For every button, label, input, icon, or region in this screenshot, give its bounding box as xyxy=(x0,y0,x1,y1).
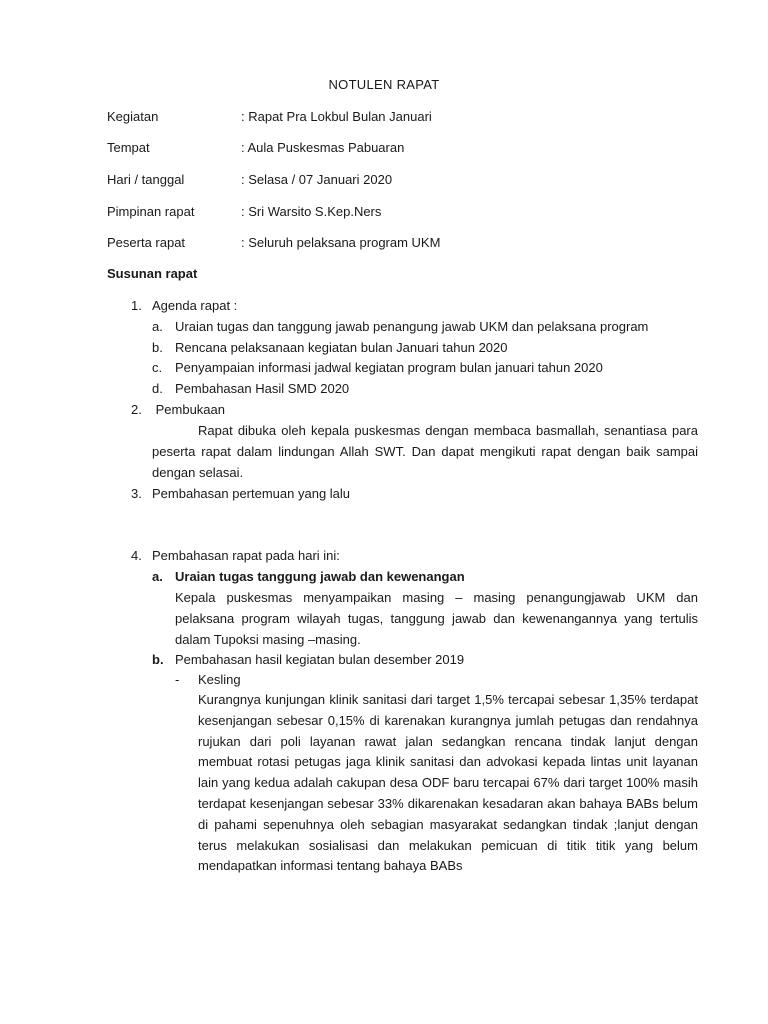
agenda-c-text: Penyampaian informasi jadwal kegiatan program bulan januari tahun 2020 xyxy=(175,360,603,375)
item-4-text: Pembahasan rapat pada hari ini: xyxy=(152,548,340,563)
document-title: NOTULEN RAPAT xyxy=(328,77,440,92)
kesling-label: Kesling xyxy=(198,672,241,687)
meta-label-hari-tanggal: Hari / tanggal xyxy=(107,172,185,187)
agenda-b-letter: b. xyxy=(152,340,163,355)
item-4a-heading: Uraian tugas tanggung jawab dan kewenangan xyxy=(175,569,465,584)
agenda-a-text: Uraian tugas dan tanggung jawab penangung jawab UKM dan pelaksana program xyxy=(175,319,649,334)
meta-label-peserta-rapat: Peserta rapat xyxy=(107,235,186,250)
item-3-number: 3. xyxy=(131,486,142,501)
item-4b-text: Pembahasan hasil kegiatan bulan desember 2019 xyxy=(175,652,465,667)
meta-value-hari-tanggal: : Selasa / 07 Januari 2020 xyxy=(241,172,393,187)
item-4a-paragraph: Kepala puskesmas menyampaikan masing – masing penangungjawab UKM dan pelaksana program wilayah tugas, tanggung jawab dan kewenangannya yang tertulis dalam Tupoksi masing –masing. xyxy=(175,590,698,647)
item-4a-letter: a. xyxy=(152,569,163,584)
item-3-text: Pembahasan pertemuan yang lalu xyxy=(152,486,351,501)
meta-label-kegiatan: Kegiatan xyxy=(107,109,159,124)
item-2-number: 2. xyxy=(131,402,142,417)
agenda-d-letter: d. xyxy=(152,381,163,396)
kesling-dash: - xyxy=(175,672,180,687)
meta-value-peserta-rapat: : Seluruh pelaksana program UKM xyxy=(241,235,441,250)
susunan-rapat-heading: Susunan rapat xyxy=(107,266,198,281)
item-2-text: Pembukaan xyxy=(152,402,225,417)
meta-value-pimpinan-rapat: : Sri Warsito S.Kep.Ners xyxy=(241,204,382,219)
meta-value-tempat: : Aula Puskesmas Pabuaran xyxy=(241,140,405,155)
agenda-b-text: Rencana pelaksanaan kegiatan bulan Januari tahun 2020 xyxy=(175,340,508,355)
meta-value-kegiatan: : Rapat Pra Lokbul Bulan Januari xyxy=(241,109,432,124)
opening-paragraph: Rapat dibuka oleh kepala puskesmas dengan membaca basmallah, senantiasa para peserta rapat dalam lindungan Allah SWT. Dan dapat mengikuti rapat dengan baik sampai dengan selasai. xyxy=(152,423,698,480)
agenda-d-text: Pembahasan Hasil SMD 2020 xyxy=(175,381,350,396)
agenda-a-letter: a. xyxy=(152,319,163,334)
meta-label-pimpinan-rapat: Pimpinan rapat xyxy=(107,204,195,219)
item-4b-letter: b. xyxy=(152,652,164,667)
item-1-number: 1. xyxy=(131,298,142,313)
meta-label-tempat: Tempat xyxy=(107,140,150,155)
kesling-paragraph: Kurangnya kunjungan klinik sanitasi dari target 1,5% tercapai sebesar 1,35% terdapat kesenjangan sebesar 0,15% di karenakan kurangnya jumlah petugas dan rendahnya rujukan dari poli layanan rawat jalan sedangkan rencana tindak lanjut dengan membuat rotasi petugas jaga klinik sanitasi dan advokasi kepada lintas unit layanan lain yang kedua adalah cakupan desa ODF baru tercapai 67% dari target 100% masih terdapat kesenjangan sebesar 33% dikarenakan kesadaran akan bahaya BABs belum di pahami sepenuhnya oleh sebagian masyarakat sedangkan tindak ;lanjut dengan terus melakukan sosialisasi dan melakukan pemicuan di titik titik yang belum mendapatkan informasi tentang bahaya BABs xyxy=(198,692,698,874)
item-1-text: Agenda rapat : xyxy=(152,298,238,313)
agenda-c-letter: c. xyxy=(152,360,163,375)
item-4-number: 4. xyxy=(131,548,142,563)
